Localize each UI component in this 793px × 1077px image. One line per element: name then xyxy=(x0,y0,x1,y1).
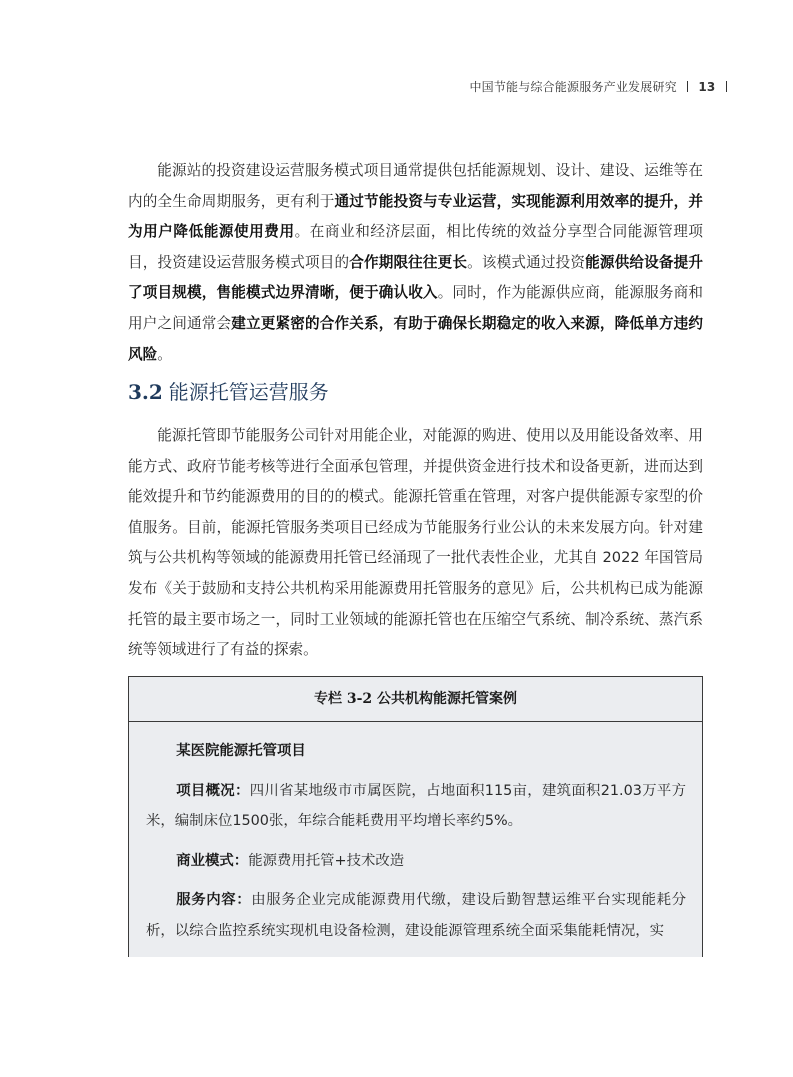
running-header xyxy=(469,78,733,95)
section-number: 3.2 xyxy=(128,380,163,404)
para2-text: 能源托管即节能服务公司针对用能企业，对能源的购进、使用以及用能设备效率、用能方式、政府节能考核等进行全面承包管理，并提供资金进行技术和设备更新，进而达到能效提升和节约能源费用的目的的模式。能源托管重在管理，对客户提供能源专家型的价值服务。目前，能源托管服务类项目已经成为节能服务行业公认的未来发展方向。针对建筑与公共机构等领域的能源费用托管已经涌现了一批代表性企业，尤其自 2022 年国管局发布《关于鼓励和支持公共机构采用能源费用托管服务的意见》后，公共机构已成为能源托管的最主要市场之一，同时工业领域的能源托管也在压缩空气系统、制冷系统、蒸汽系统等领域进行了有益的探索。 xyxy=(128,427,703,659)
overview-key: 项目概况： xyxy=(176,782,250,799)
header-divider-left xyxy=(687,81,689,92)
business-model xyxy=(146,846,686,877)
para1-emphasis-3: 能源供给设备提升了项目规模，售能模式边界清晰，便于确认收入 xyxy=(128,253,703,302)
para1-emphasis-4: 建立更紧密的合作关系，有助于确保长期稳定的收入来源，降低单方违约风险 xyxy=(128,314,703,363)
running-header-title: 中国节能与综合能源服务产业发展研究 xyxy=(469,80,677,94)
box-label-title: 公共机构能源托管案例 xyxy=(377,691,518,707)
case-box-body xyxy=(129,722,702,946)
overview-text: 四川省某地级市市属医院，占地面积115亩，建筑面积21.03万平方米，编制床位1500张，年综合能耗费用平均增长率约5%。 xyxy=(146,782,686,829)
box-label-number: 3-2 xyxy=(346,691,373,707)
case-box-title xyxy=(129,677,702,722)
section-title: 能源托管运营服务 xyxy=(168,380,329,404)
case-study-box xyxy=(128,676,703,957)
para1-emphasis-1: 通过节能投资与专业运营，实现能源利用效率的提升，并为用户降低能源使用费用 xyxy=(128,192,703,241)
para1-text-5: 。 xyxy=(157,345,172,363)
paragraph-energy-station xyxy=(128,156,703,370)
content-text: 由服务企业完成能源费用代缴，建设后勤智慧运维平台实现能耗分析，以综合监控系统实现机电设备检测，建设能源管理系统全面采集能耗情况，实 xyxy=(146,892,686,939)
paragraph-energy-hosting xyxy=(128,421,703,666)
service-content xyxy=(146,885,686,946)
para1-text-1: 能源站的投资建设运营服务模式项目通常提供包括能源规划、设计、建设、运维等在内的全生命周期服务，更有利于 xyxy=(128,162,703,210)
header-divider-right xyxy=(726,81,728,92)
model-text: 能源费用托管+技术改造 xyxy=(248,852,405,869)
model-key: 商业模式： xyxy=(176,852,249,869)
page-number: 13 xyxy=(698,80,716,94)
para1-emphasis-2: 合作期限往往更长 xyxy=(349,253,468,271)
para1-text-3: 。该模式通过投资 xyxy=(467,253,586,271)
para1-text-2: 。在商业和经济层面，相比传统的效益分享型合同能源管理项目，投资建设运营服务模式项目的 xyxy=(128,223,703,271)
box-label-prefix: 专栏 xyxy=(313,691,342,707)
case-title: 某医院能源托管项目 xyxy=(176,743,306,759)
para1-text-4: 。同时，作为能源供应商，能源服务商和用户之间通常会 xyxy=(128,284,703,332)
content-key: 服务内容： xyxy=(176,892,252,908)
section-heading xyxy=(128,376,329,405)
project-overview xyxy=(146,776,686,837)
